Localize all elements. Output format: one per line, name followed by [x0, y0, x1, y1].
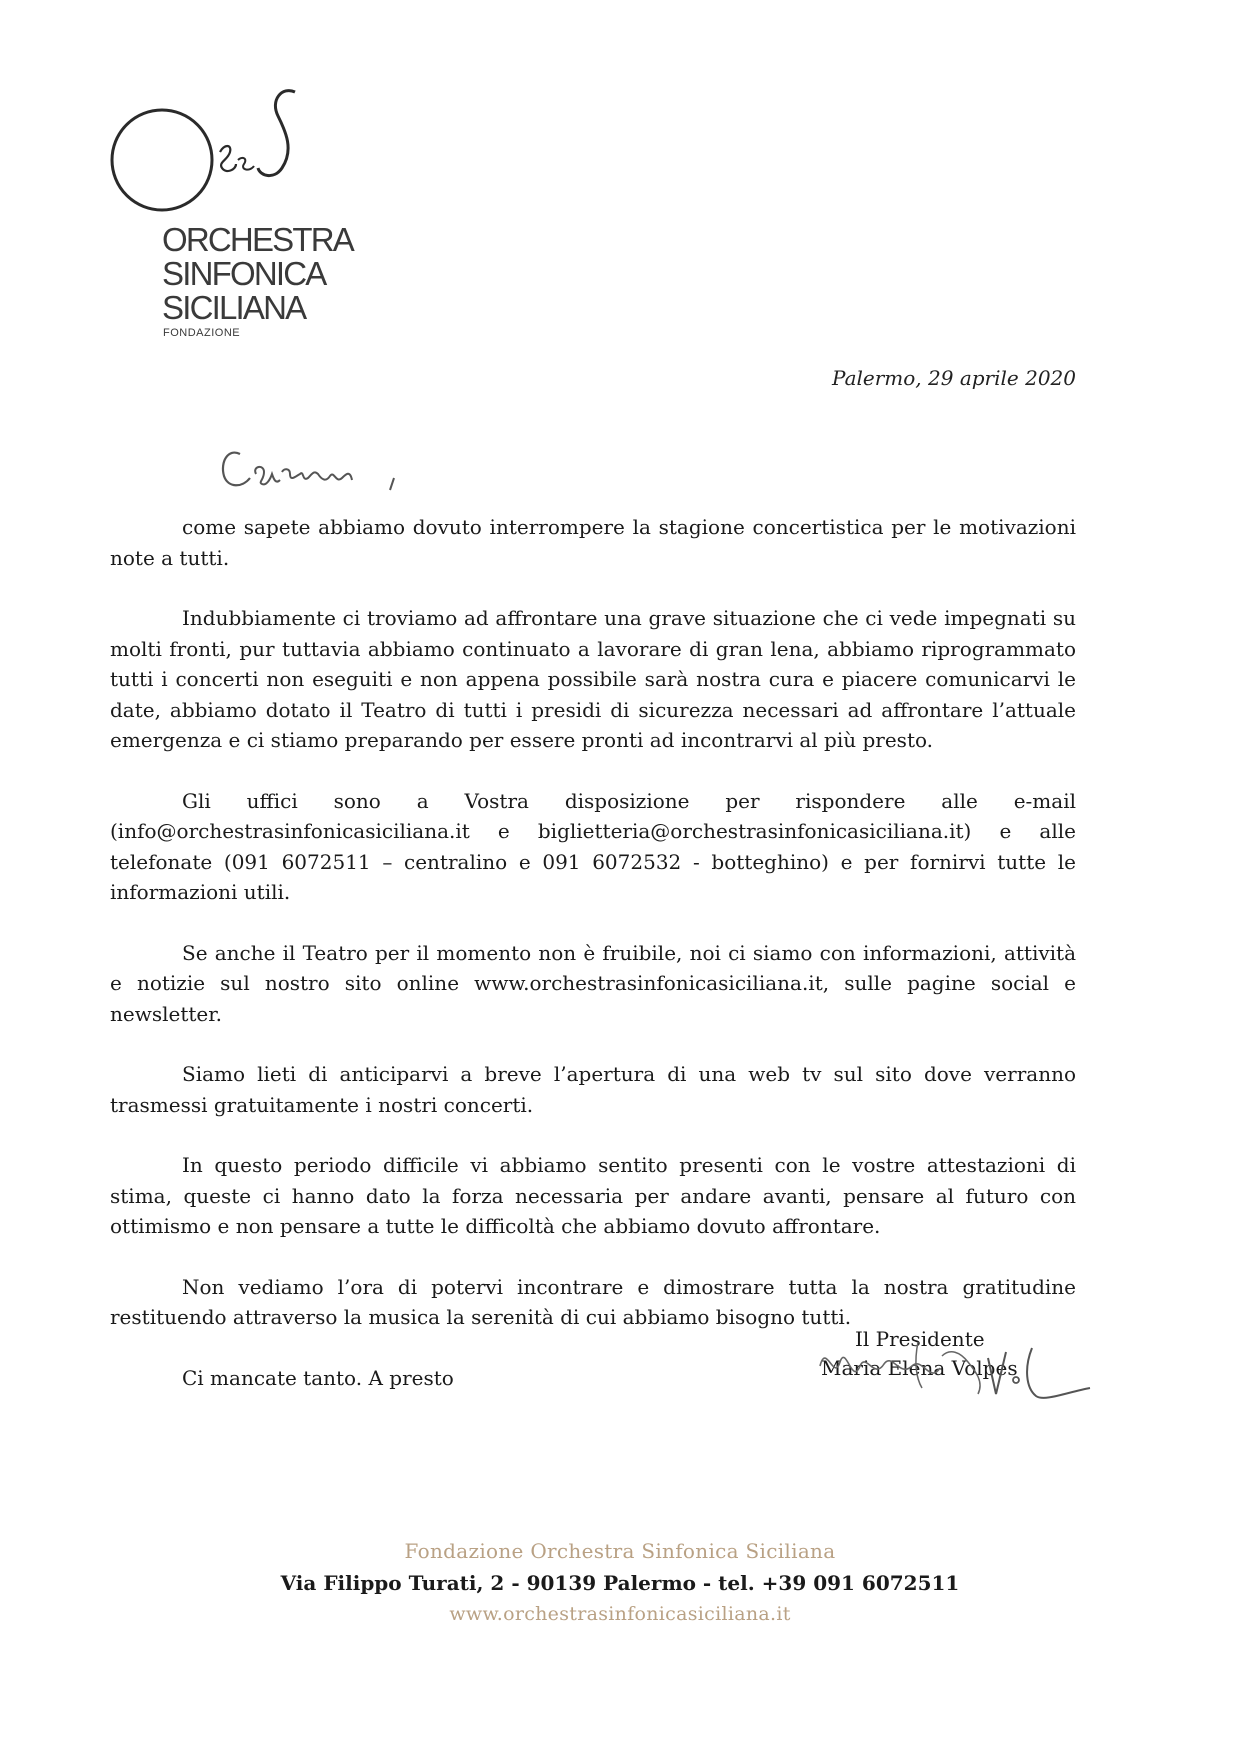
paragraph-6: In questo periodo difficile vi abbiamo sentito presenti con le vostre attestazioni di stima, queste ci hanno dato la forza necessaria per andare avanti, pensare al futuro con ottimismo e non pensare a tutte le difficoltà che abbiamo dovuto affrontare.	[110, 1153, 1076, 1238]
logo-monogram-icon	[110, 80, 330, 230]
orchestra-logo	[110, 80, 370, 340]
handwritten-signature	[800, 1322, 1100, 1442]
footer-website: www.orchestrasinfonicasiciliana.it	[449, 1603, 791, 1625]
letter-date: Palermo, 29 aprile 2020	[832, 366, 1076, 390]
closing-line: Ci mancate tanto. A presto	[182, 1365, 454, 1390]
signature-role: Il Presidente	[855, 1327, 985, 1351]
letterhead-footer	[0, 1539, 1240, 1625]
footer-foundation-name: Fondazione Orchestra Sinfonica Siciliana	[404, 1539, 836, 1563]
logo-text-line-1: ORCHESTRA	[162, 221, 353, 258]
logo-text-line-2: SINFONICA	[162, 255, 326, 292]
paragraph-7: Non vediamo l’ora di potervi incontrare e dimostrare tutta la nostra gratitudine restituendo attraverso la musica la serenità di cui abbiamo bisogno tutti.	[110, 1274, 1076, 1329]
footer-address: Via Filippo Turati, 2 - 90139 Palermo - tel. +39 091 6072511	[280, 1571, 960, 1595]
handwritten-salutation	[218, 440, 418, 500]
paragraph-4: Se anche il Teatro per il momento non è fruibile, noi ci siamo con informazioni, attività e notizie sul nostro sito online www.orchestrasinfonicasiciliana.it, sulle pagine social e newsletter.	[110, 940, 1076, 1026]
letter-body	[110, 512, 1076, 1423]
logo-text-line-3: SICILIANA	[162, 289, 306, 326]
signature-block	[800, 1322, 1100, 1442]
logo-subtitle: FONDAZIONE	[163, 327, 241, 339]
signature-name: Maria Elena Volpes	[821, 1356, 1018, 1380]
paragraph-3: Gli uffici sono a Vostra disposizione per rispondere alle e-mail (info@orchestrasinfonicasiciliana.it e biglietteria@orchestrasinfonicasiciliana.it) e alle telefonate (091 6072511 – centralino e 091 6072532 - botteghino) e per fornirvi tutte le informazioni utili.	[110, 788, 1076, 904]
paragraph-2: Indubbiamente ci troviamo ad affrontare una grave situazione che ci vede impegnati su molti fronti, pur tuttavia abbiamo continuato a lavorare di gran lena, abbiamo riprogrammato tutti i concerti non eseguiti e non appena possibile sarà nostra cura e piacere comunicarvi le date, abbiamo dotato il Teatro di tutti i presidi di sicurezza necessari ad affrontare l’attuale emergenza e ci stiamo preparando per essere pronti ad incontrarvi al più presto.	[110, 606, 1076, 752]
paragraph-1: come sapete abbiamo dovuto interrompere la stagione concertistica per le motivazioni note a tutti.	[110, 515, 1076, 570]
paragraph-5: Siamo lieti di anticiparvi a breve l’apertura di una web tv sul sito dove verranno trasmessi gratuitamente i nostri concerti.	[110, 1062, 1076, 1117]
